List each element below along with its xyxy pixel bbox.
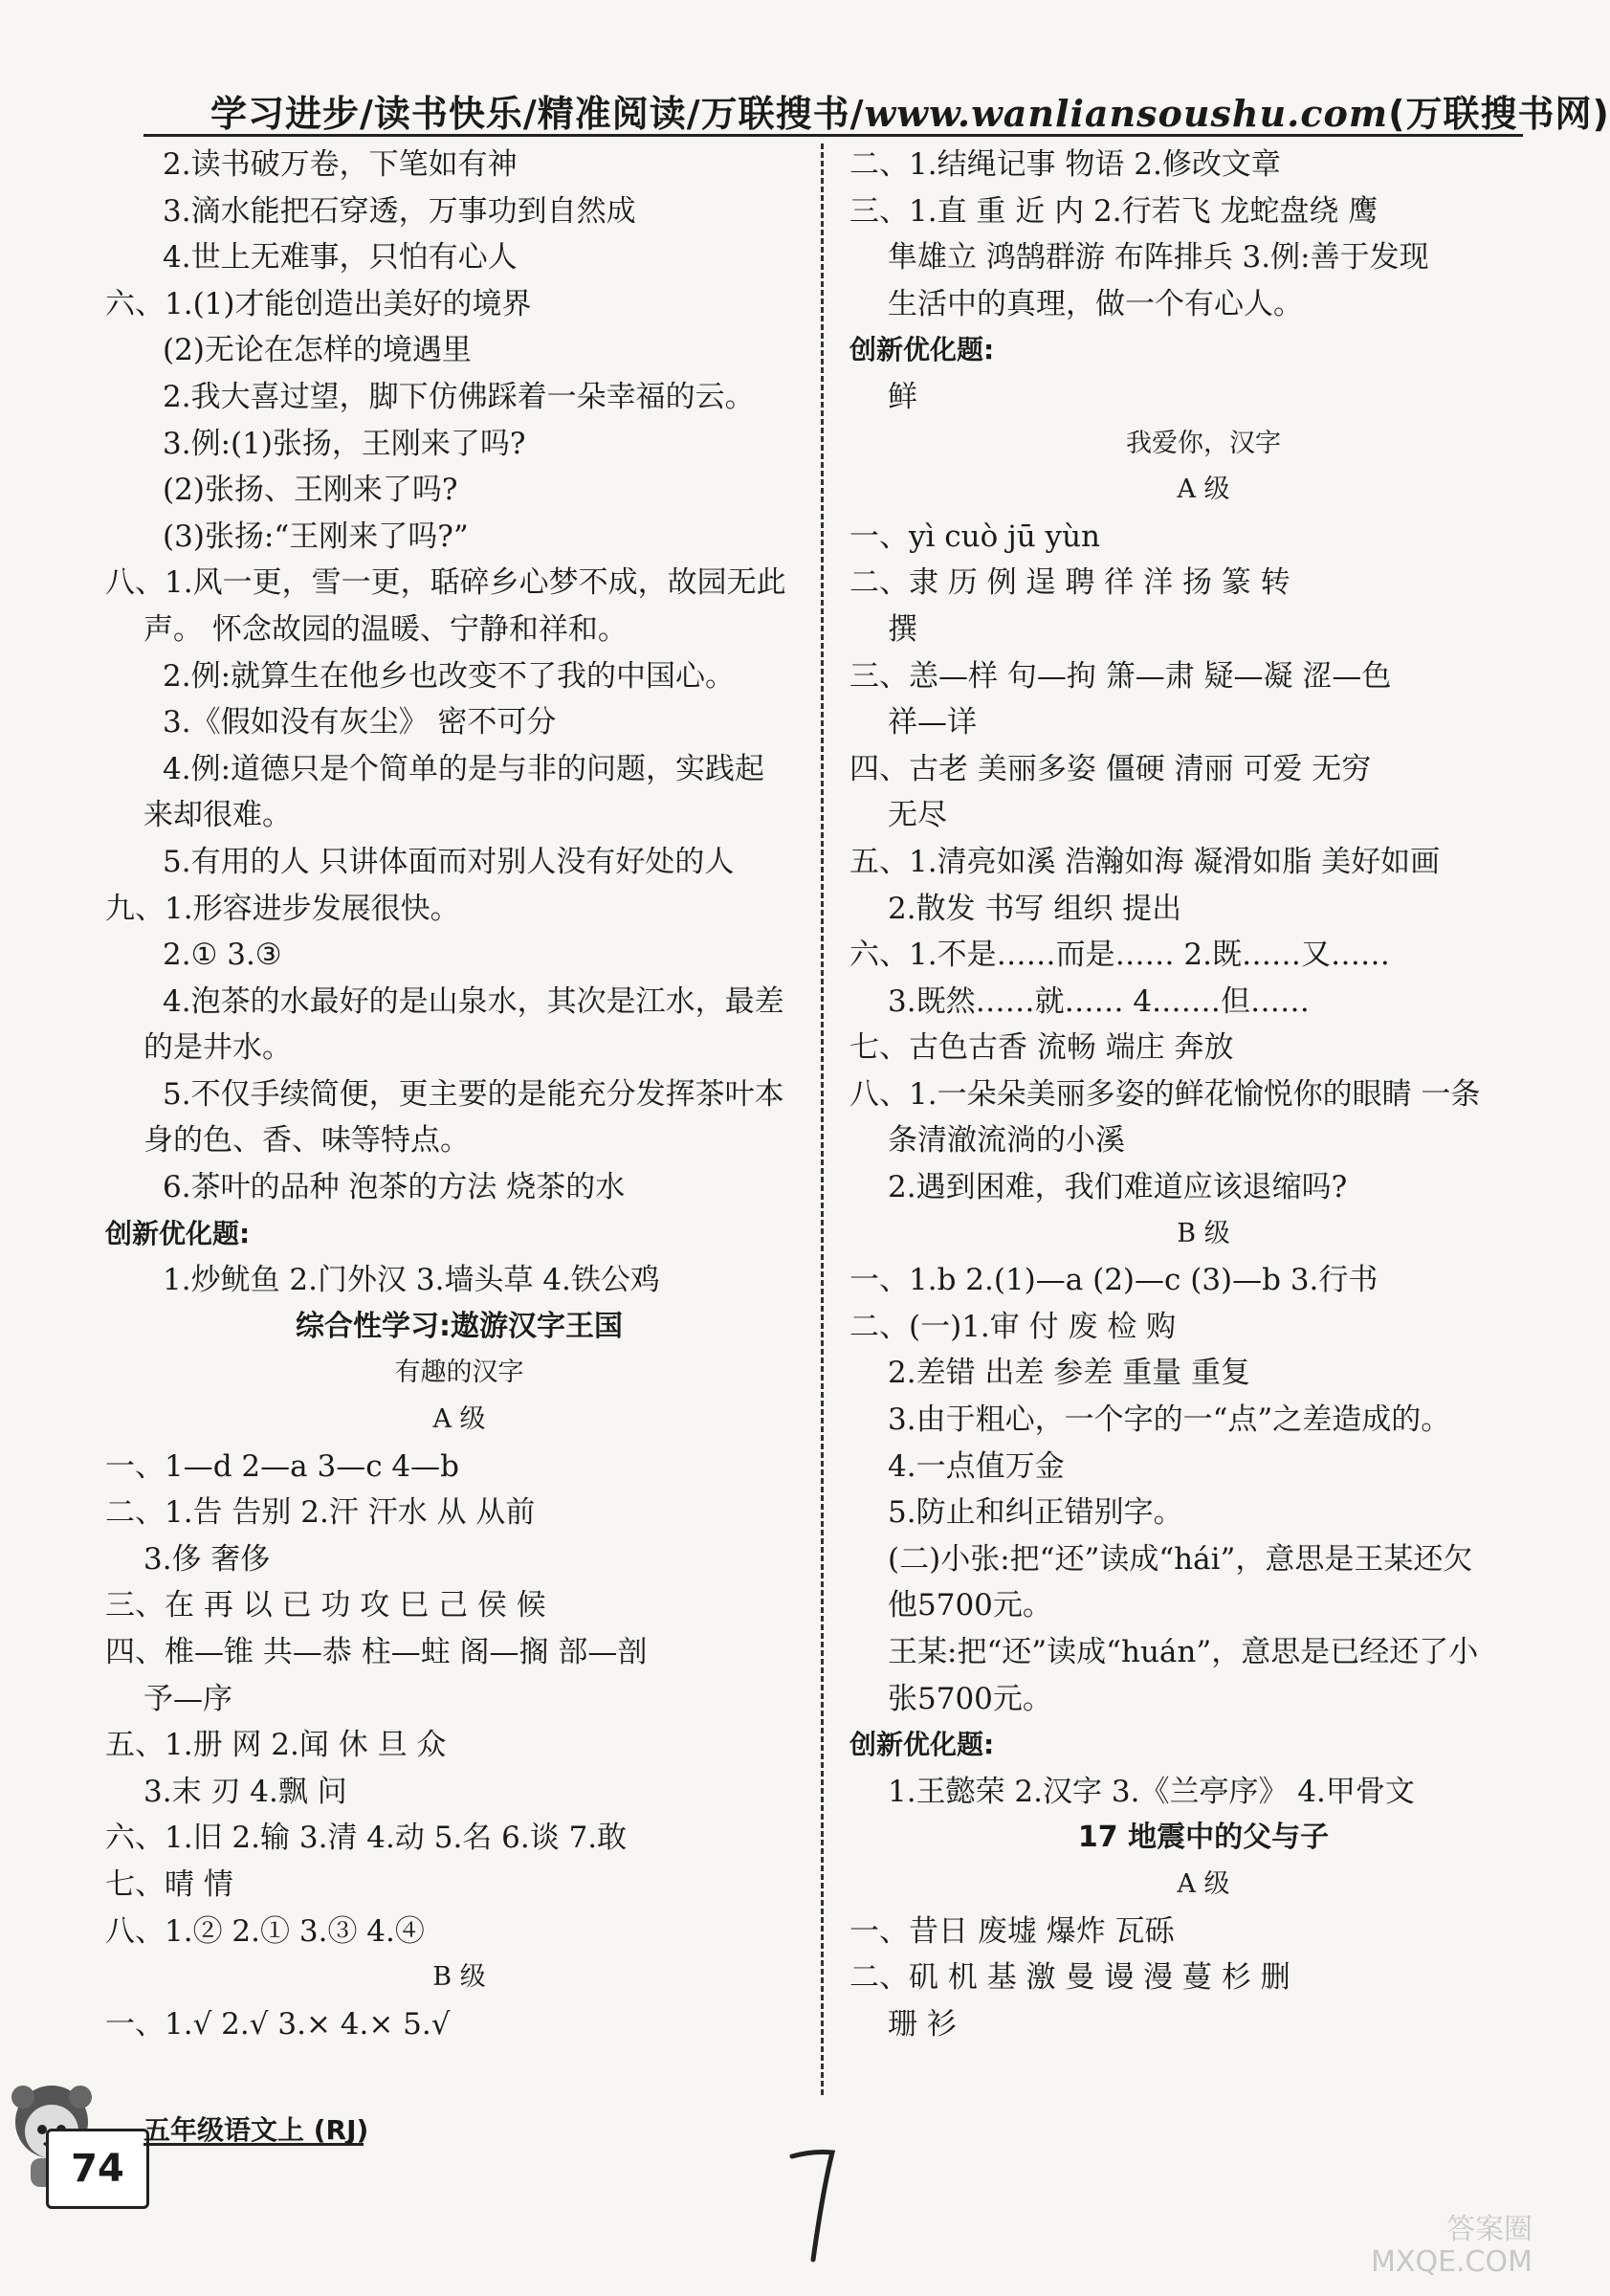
answer-line: 一、yì cuò jū yùn xyxy=(849,519,1101,554)
column-divider xyxy=(821,144,824,2095)
answer-line: 三、在 再 以 已 功 攻 巳 己 侯 候 xyxy=(105,1588,546,1623)
answer-line: 一、1—d 2—a 3—c 4—b xyxy=(105,1448,459,1484)
answer-line: 6.茶叶的品种 泡茶的方法 烧茶的水 xyxy=(163,1170,626,1205)
watermark-line2: MXQE.COM xyxy=(1371,2245,1533,2279)
answer-line: 2.散发 书写 组织 提出 xyxy=(888,891,1182,926)
answer-line: (3)张扬:“王刚来了吗?” xyxy=(163,519,469,554)
page-header xyxy=(210,84,1610,137)
answer-line: 2.差错 出差 参差 重量 重复 xyxy=(888,1356,1250,1391)
answer-line: 八、1.② 2.① 3.③ 4.④ xyxy=(105,1913,425,1949)
header-rule xyxy=(143,134,1523,137)
answer-line: 四、椎—锥 共—恭 柱—蛀 阁—搁 部—剖 xyxy=(105,1635,648,1669)
answer-line: 4.世上无难事，只怕有心人 xyxy=(163,240,518,276)
answer-line: 无尽 xyxy=(888,798,947,833)
answer-line: 3.例:(1)张扬，王刚来了吗? xyxy=(163,426,526,461)
book-label: 五年级语文上 (RJ) xyxy=(143,2114,369,2146)
answer-line: 3.滴水能把石穿透，万事功到自然成 xyxy=(163,193,636,229)
subtitle: 我爱你，汉字 xyxy=(1126,428,1281,458)
answer-line: 身的色、香、味等特点。 xyxy=(143,1123,470,1159)
level-label: A 级 xyxy=(1177,1868,1230,1899)
answer-line: 六、1.不是……而是…… 2.既……又…… xyxy=(849,938,1391,973)
answer-line: 祥—详 xyxy=(888,705,977,740)
answer-line: 5.有用的人 只讲体面而对别人没有好处的人 xyxy=(163,844,735,879)
right-column xyxy=(849,142,1557,2047)
answer-line: 二、1.告 告别 2.汗 汗水 从 从前 xyxy=(105,1495,536,1531)
answer-line: 1.炒鱿鱼 2.门外汉 3.墙头草 4.铁公鸡 xyxy=(163,1263,660,1298)
answer-line: (2)无论在怎样的境遇里 xyxy=(163,333,472,368)
header-site-name: (万联搜书网) xyxy=(1388,93,1610,135)
answer-line: 3.末 刃 4.飘 问 xyxy=(143,1774,347,1809)
answer-line: 他5700元。 xyxy=(888,1588,1052,1623)
answer-line: 一、昔日 废墟 爆炸 瓦砾 xyxy=(849,1913,1175,1949)
footer-rule xyxy=(143,2143,364,2146)
answer-line: 二、隶 历 例 逞 聘 徉 洋 扬 篆 转 xyxy=(849,565,1290,601)
answer-line: 八、1.一朵朵美丽多姿的鲜花愉悦你的眼睛 一条 xyxy=(849,1076,1481,1112)
header-url[interactable]: www.wanliansoushu.com xyxy=(864,92,1389,135)
answer-line: 鲜 xyxy=(888,379,917,414)
answer-line: 生活中的真理，做一个有心人。 xyxy=(888,286,1303,321)
answer-line: 2.遇到困难，我们难道应该退缩吗? xyxy=(888,1170,1348,1205)
answer-line: 五、1.册 网 2.闻 休 旦 众 xyxy=(105,1728,447,1763)
page-number: 74 xyxy=(46,2129,149,2209)
answer-line: 六、1.(1)才能创造出美好的境界 xyxy=(105,286,532,321)
answer-line: 条清澈流淌的小溪 xyxy=(888,1123,1125,1159)
answer-line: 撰 xyxy=(888,611,917,647)
lesson-title: 17 地震中的父与子 xyxy=(1077,1821,1330,1855)
answer-line: 4.例:道德只是个简单的是与非的问题，实践起 xyxy=(163,751,765,786)
answer-line: 4.一点值万金 xyxy=(888,1448,1065,1484)
answer-line: 七、晴 情 xyxy=(105,1866,233,1902)
answer-line: 三、恙—样 句—拘 箫—肃 疑—凝 涩—色 xyxy=(849,658,1392,694)
answer-line: 八、1.风一更，雪一更，聒碎乡心梦不成，故园无此 xyxy=(105,565,786,601)
answer-line: 3.既然……就…… 4.……但…… xyxy=(888,983,1311,1019)
answer-line: 来却很难。 xyxy=(143,798,292,833)
subtitle: 有趣的汉字 xyxy=(394,1358,524,1388)
header-slogan: 学习进步/读书快乐/精准阅读/万联搜书/ xyxy=(210,93,865,135)
answer-line: 4.泡茶的水最好的是山泉水，其次是江水，最差 xyxy=(163,983,784,1019)
answer-line: 三、1.直 重 近 内 2.行若飞 龙蛇盘绕 鹰 xyxy=(849,193,1378,229)
answer-line: 3.《假如没有灰尘》 密不可分 xyxy=(163,705,557,740)
answer-line: 七、古色古香 流畅 端庄 奔放 xyxy=(849,1030,1234,1066)
answer-line: (2)张扬、王刚来了吗? xyxy=(163,473,458,508)
answer-line: 四、古老 美丽多姿 僵硬 清丽 可爱 无穷 xyxy=(849,751,1372,786)
answer-line: 二、矶 机 基 激 曼 谩 漫 蔓 杉 删 xyxy=(849,1960,1290,1996)
answer-line: 五、1.清亮如溪 浩瀚如海 凝滑如脂 美好如画 xyxy=(849,844,1441,879)
answer-line: 王某:把“还”读成“huán”，意思是已经还了小 xyxy=(888,1635,1479,1669)
answer-line: 1.王懿荣 2.汉字 3.《兰亭序》 4.甲骨文 xyxy=(888,1774,1415,1809)
section-heading: 创新优化题: xyxy=(105,1217,251,1249)
lesson-title: 综合性学习:遨游汉字王国 xyxy=(296,1309,623,1343)
answer-line: (二)小张:把“还”读成“hái”，意思是王某还欠 xyxy=(888,1541,1473,1577)
answer-line: 2.例:就算生在他乡也改变不了我的中国心。 xyxy=(163,658,736,694)
level-label: B 级 xyxy=(432,1962,486,1993)
answer-line: 2.读书破万卷，下笔如有神 xyxy=(163,147,518,182)
answer-line: 张5700元。 xyxy=(888,1681,1052,1716)
answer-line: 3.侈 奢侈 xyxy=(143,1541,271,1577)
left-column xyxy=(105,142,813,2047)
answer-line: 二、(一)1.审 付 废 检 购 xyxy=(849,1309,1177,1344)
section-heading: 创新优化题: xyxy=(849,334,995,366)
answer-line: 珊 衫 xyxy=(888,2006,957,2042)
answer-line: 2.我大喜过望，脚下仿佛踩着一朵幸福的云。 xyxy=(163,379,755,414)
answer-line: 予—序 xyxy=(143,1681,232,1716)
section-heading: 创新优化题: xyxy=(849,1729,995,1761)
watermark-line1: 答案圈 xyxy=(1446,2213,1533,2246)
answer-line: 二、1.结绳记事 物语 2.修改文章 xyxy=(849,147,1281,182)
answer-line: 九、1.形容进步发展很快。 xyxy=(105,891,460,926)
answer-line: 2.① 3.③ xyxy=(163,938,282,973)
answer-line: 隼雄立 鸿鹄群游 布阵排兵 3.例:善于发现 xyxy=(888,240,1429,276)
watermark xyxy=(1371,2214,1533,2279)
level-label: A 级 xyxy=(432,1404,486,1435)
answer-line: 5.防止和纠正错别字。 xyxy=(888,1495,1183,1531)
level-label: B 级 xyxy=(1177,1218,1230,1248)
answer-line: 3.由于粗心，一个字的一“点”之差造成的。 xyxy=(888,1402,1451,1438)
handwritten-seven-mark xyxy=(784,2143,842,2267)
level-label: A 级 xyxy=(1177,475,1230,505)
answer-line: 的是井水。 xyxy=(143,1030,292,1066)
answer-line: 一、1.√ 2.√ 3.× 4.× 5.√ xyxy=(105,2006,451,2042)
answer-line: 声。 怀念故园的温暖、宁静和祥和。 xyxy=(143,611,628,647)
answer-line: 六、1.旧 2.输 3.清 4.动 5.名 6.谈 7.敢 xyxy=(105,1821,628,1856)
answer-line: 一、1.b 2.(1)—a (2)—c (3)—b 3.行书 xyxy=(849,1263,1378,1298)
answer-line: 5.不仅手续简便，更主要的是能充分发挥茶叶本 xyxy=(163,1076,784,1112)
